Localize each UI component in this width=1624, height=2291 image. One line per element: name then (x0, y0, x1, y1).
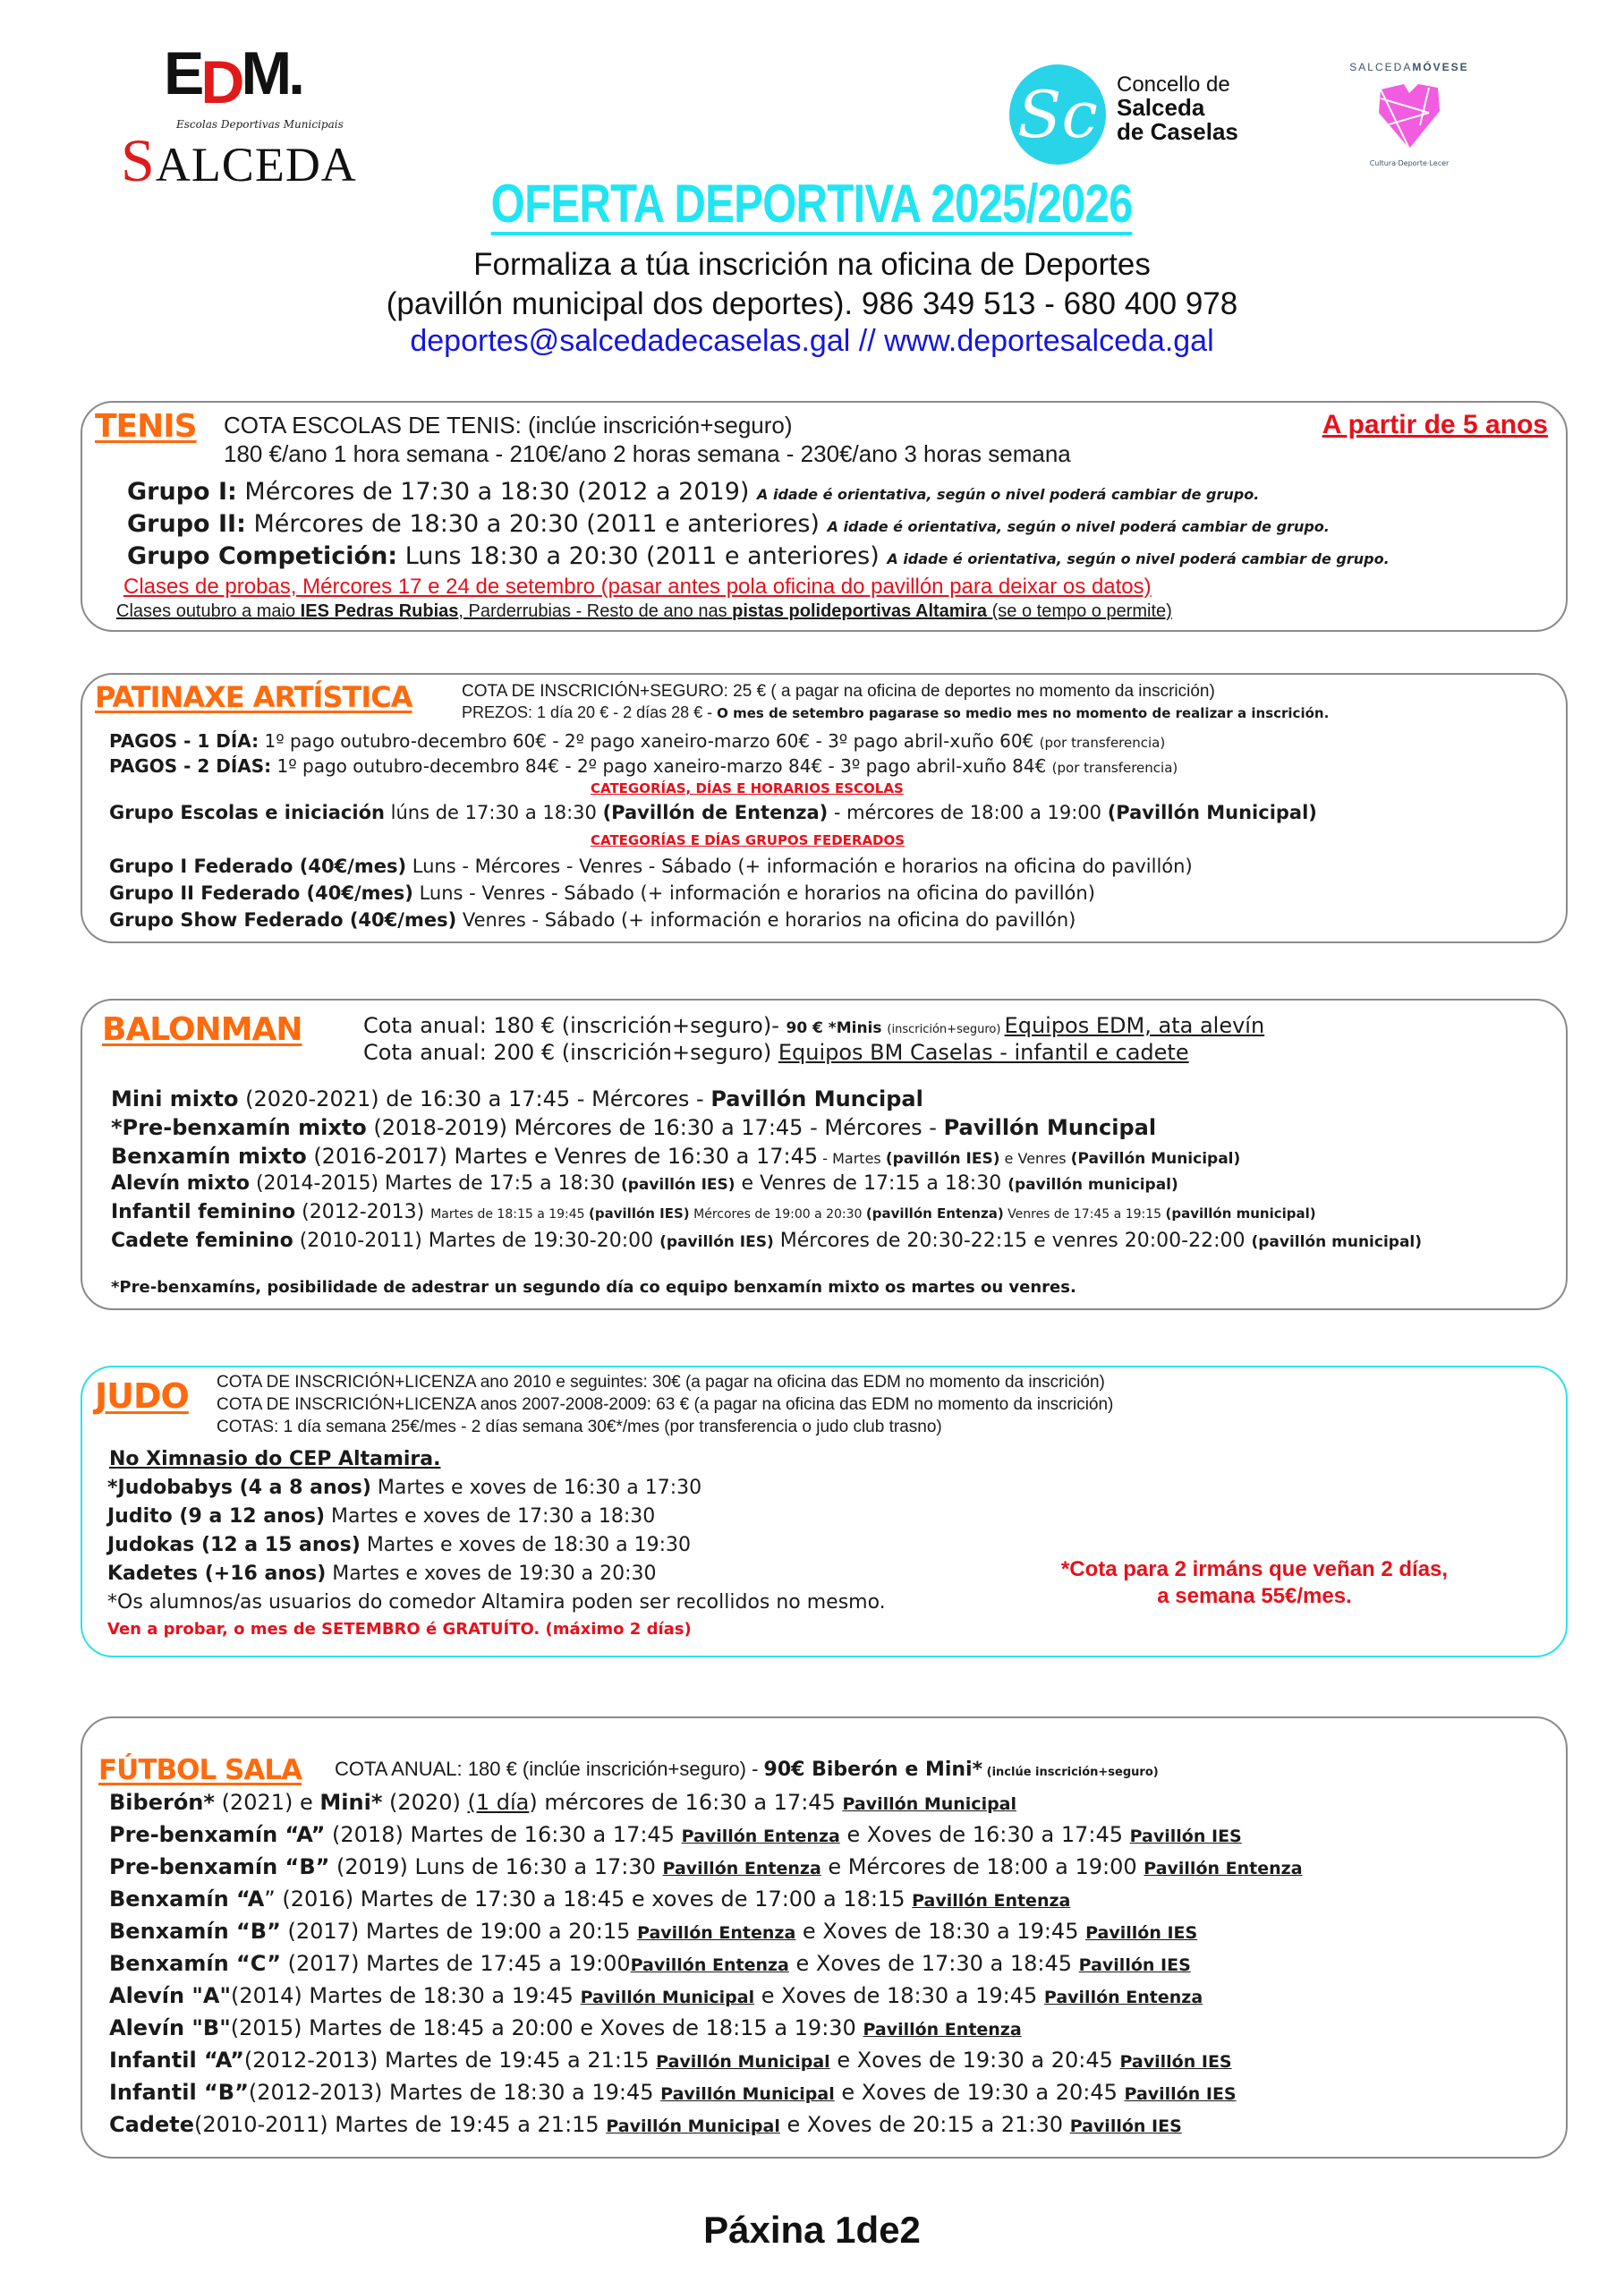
text-segment: e Xoves de 18:30 a 19:45 (795, 1919, 1086, 1944)
contact-links[interactable]: deportes@salcedadecaselas.gal // www.deportesalceda.gal (410, 324, 1214, 358)
text-segment: (2019) Luns de 16:30 a 17:30 (329, 1854, 663, 1879)
text-segment: Pavillón Entenza (630, 1955, 789, 1975)
tenis-title: TENIS (95, 408, 197, 445)
text-segment: Benxamín “A (109, 1886, 265, 1912)
text-segment: PREZOS: 1 día 20 € - 2 días 28 € - (462, 703, 718, 721)
text-segment: 90 € *Minis (786, 1019, 888, 1037)
text-segment: e Xoves de 17:30 a 18:45 (788, 1951, 1079, 1976)
text-segment: Pavillón Entenza (1144, 1859, 1303, 1878)
text-segment: Martes e xoves de 17:30 a 18:30 (325, 1505, 656, 1528)
text-segment: Mércores de 19:00 a 20:30 (689, 1207, 866, 1222)
text-segment: Mércores de 17:30 a 18:30 (2012 a 2019) (236, 478, 757, 506)
movese-subtitle: Cultura·Deporte·Lecer (1369, 159, 1450, 167)
tenis-section (81, 401, 1568, 632)
text-segment: Cadete feminino (111, 1230, 293, 1252)
text-segment: Mércores de 18:30 a 20:30 (2011 e anteriores) (245, 510, 828, 538)
text-segment: Grupo I: (127, 478, 237, 506)
text-segment: e Xoves de 18:30 a 19:45 (754, 1983, 1044, 2008)
judo-cota-1: COTA DE INSCRICIÓN+LICENZA ano 2010 e seguintes: 30€ (a pagar na oficina das EDM no momento da inscrición) (217, 1373, 1105, 1392)
text-segment: Luns - Venres - Sábado (+ información e horarios na oficina do pavillón) (412, 882, 1095, 904)
text-segment: Alevín "B" (109, 2015, 231, 2040)
futbol-row (109, 1822, 1242, 1847)
text-segment: Pavillón Entenza (912, 1891, 1071, 1911)
text-segment: Cota anual: 200 € (inscrición+seguro) (363, 1040, 778, 1065)
text-segment: - Martes (818, 1150, 886, 1167)
text-segment: Martes e xoves de 16:30 a 17:30 (370, 1477, 702, 1499)
patinaxe-title: PATINAXE ARTÍSTICA (95, 680, 412, 714)
text-segment: (pavillón IES) (659, 1233, 774, 1251)
futbol-row (109, 2015, 1022, 2040)
page-number: Páxina 1de2 (703, 2209, 921, 2251)
text-segment: Grupo II Federado (40€/mes) (109, 882, 413, 904)
judo-group-row (107, 1505, 655, 1528)
text-segment: Pavillón Entenza (637, 1923, 796, 1943)
text-segment: Martes de 18:15 a 19:45 (430, 1207, 590, 1222)
text-segment: Biberón* (109, 1790, 215, 1815)
text-segment: Pavillón IES (1129, 1827, 1242, 1846)
text-segment: Venres de 17:45 a 19:15 (1003, 1207, 1166, 1222)
futbol-row (109, 1886, 1070, 1912)
text-segment: (pavillón IES) (589, 1205, 690, 1222)
text-segment: Cota anual: 180 € (inscrición+seguro)- (363, 1013, 786, 1038)
judo-siblings-note-1: *Cota para 2 irmáns que veñan 2 días, (1060, 1557, 1449, 1581)
patinaxe-cat-federados: CATEGORÍAS E DÍAS GRUPOS FEDERADOS (591, 832, 906, 848)
futbol-cota (335, 1758, 1159, 1781)
text-segment: Pavillón Entenza (1043, 1988, 1203, 2007)
text-segment: *Judobabys (4 a 8 anos) (107, 1477, 371, 1499)
text-segment: Grupo Competición: (127, 542, 398, 570)
text-segment: Grupo Escolas e iniciación (109, 802, 385, 823)
balonman-row (111, 1115, 1156, 1140)
text-segment: (2018) Martes de 16:30 a 17:45 (325, 1822, 682, 1847)
judo-siblings-note-2: a semana 55€/mes. (1157, 1584, 1352, 1608)
text-segment: (se o tempo o permite) (987, 601, 1172, 621)
text-segment: (pavillón IES) (620, 1176, 735, 1194)
text-segment: (2017) Martes de 17:45 a 19:00 (281, 1951, 631, 1976)
balonman-cota-1 (363, 1013, 1264, 1038)
text-segment: Pavillón Municipal (580, 1988, 755, 2007)
text-segment: - mércores de 18:00 a 19:00 (828, 802, 1108, 823)
text-segment: IES Pedras Rubias (300, 601, 459, 621)
text-segment: COTA ANUAL: 180 € (inclúe inscrición+seguro) - (335, 1758, 764, 1780)
tenis-trial-classes: Clases de probas, Mércores 17 e 24 de setembro (pasar antes pola oficina do pavillón para deixar os datos) (123, 575, 1152, 599)
balonman-note: *Pre-benxamíns, posibilidade de adestrar un segundo día co equipo benxamín mixto os martes ou venres. (111, 1278, 1076, 1297)
patinaxe-escolas-row (109, 802, 1317, 823)
edm-salceda-wordmark: SALCEDA (121, 126, 357, 194)
text-segment: lúns de 17:30 a 18:30 (384, 802, 603, 823)
judo-trial: Ven a probar, o mes de SETEMBRO é GRATUÍTO. (máximo 2 días) (107, 1620, 692, 1639)
text-segment: Cadete (109, 2112, 195, 2137)
sc-monogram-icon: Sc (1009, 64, 1106, 165)
futbol-biberon-row (109, 1790, 1016, 1815)
text-segment: Mércores de 20:30-22:15 e venres 20:00-22:00 (773, 1230, 1252, 1252)
heart-icon (1373, 81, 1445, 152)
text-segment: (2010-2011) Martes de 19:30-20:00 (293, 1230, 660, 1252)
text-segment: Martes e xoves de 18:30 a 19:30 (360, 1534, 692, 1556)
text-segment: Judito (9 a 12 anos) (107, 1505, 325, 1528)
tenis-prices: 180 €/ano 1 hora semana - 210€/ano 2 horas semana - 230€/ano 3 horas semana (224, 440, 1071, 467)
futbol-row (109, 1951, 1191, 1976)
text-segment: Grupo I Federado (40€/mes) (109, 856, 407, 877)
text-segment: Pavillón Entenza (863, 2020, 1022, 2040)
text-segment: (2015) Martes de 18:45 a 20:00 e Xoves de 18:15 a 19:30 (230, 2015, 863, 2040)
balonman-cota-2 (363, 1040, 1189, 1065)
text-segment: ) mércores de 16:30 a 17:45 (529, 1790, 843, 1815)
text-segment: Infantil “A” (109, 2048, 244, 2073)
edm-subtitle: Escolas Deportivas Municipais (176, 118, 344, 131)
page-title: OFERTA DEPORTIVA 2025/2026 (491, 174, 1133, 234)
text-segment: Mini* (319, 1790, 383, 1815)
text-segment: 1º pago outubro-decembro 84€ - 2º pago xaneiro-marzo 84€ - 3º pago abril-xuño 84€ (271, 755, 1052, 777)
text-segment: (2020-2021) de 16:30 a 17:45 - Mércores - (238, 1086, 711, 1111)
text-segment: Infantil feminino (111, 1201, 296, 1223)
edm-salceda-logo (121, 39, 357, 194)
balonman-row (111, 1086, 923, 1111)
balonman-row (111, 1201, 1316, 1223)
text-segment: (Pavillón Municipal) (1070, 1150, 1241, 1168)
text-segment: e Xoves de 16:30 a 17:45 (839, 1822, 1130, 1847)
futbol-sala-title: FÚTBOL SALA (98, 1754, 302, 1786)
text-segment: Kadetes (+16 anos) (107, 1563, 327, 1585)
text-segment: (por transferencia) (1051, 760, 1178, 776)
balonman-row (111, 1230, 1422, 1252)
futbol-row (109, 1854, 1303, 1879)
text-segment: Pavillón Municipal (606, 2116, 780, 2136)
text-segment: (pavillón municipal) (1251, 1233, 1423, 1251)
patinaxe-federado-row (109, 909, 1076, 931)
tenis-cota-label: COTA ESCOLAS DE TENIS: (inclúe inscrición+seguro) (224, 412, 793, 439)
judo-comedor-note: *Os alumnos/as usuarios do comedor Altamira poden ser recollidos no mesmo. (107, 1591, 886, 1614)
text-segment: Benxamín “C” (109, 1951, 282, 1976)
text-segment: (inscrición+seguro) (887, 1023, 1005, 1036)
text-segment: (pavillón municipal) (1008, 1176, 1178, 1194)
registration-info: Formaliza a túa inscrición na oficina de Deportes (473, 247, 1151, 282)
patinaxe-section (81, 673, 1568, 943)
text-segment: (2010-2011) Martes de 19:45 a 21:15 (194, 2112, 607, 2137)
patinaxe-federado-row (109, 856, 1193, 877)
movese-title: SALCEDAMÓVESE (1349, 61, 1469, 73)
futbol-sala-section (81, 1716, 1568, 2159)
text-segment: (Pavillón de Entenza) (602, 802, 829, 823)
text-segment: Luns 18:30 a 20:30 (2011 e anteriores) (397, 542, 888, 570)
text-segment: (inclúe inscrición+seguro) (982, 1766, 1159, 1779)
text-segment: e Xoves de 19:30 a 20:45 (834, 2080, 1125, 2105)
text-segment: Pavillón Municipal (660, 2084, 835, 2104)
text-segment: Pavillón Municipal (656, 2052, 830, 2072)
text-segment: Pavillón IES (1124, 2084, 1237, 2104)
text-segment: PAGOS - 2 DÍAS: (109, 755, 272, 777)
futbol-row (109, 1919, 1197, 1944)
text-segment: e Xoves de 19:30 a 20:45 (829, 2048, 1120, 2073)
text-segment: (2021) e (214, 1790, 320, 1815)
text-segment: (pavillón Entenza) (865, 1205, 1004, 1222)
text-segment: *Pre-benxamín mixto (111, 1115, 367, 1140)
text-segment: Infantil “B” (109, 2080, 249, 2105)
text-segment: e Mércores de 18:00 a 19:00 (821, 1854, 1144, 1879)
text-segment: Pavillón Municipal (842, 1794, 1017, 1814)
text-segment: Equipos EDM, ata alevín (1004, 1013, 1265, 1038)
text-segment: (2012-2013) Martes de 18:30 a 19:45 (248, 2080, 661, 2105)
tenis-age-badge: A partir de 5 anos (1322, 410, 1548, 439)
text-segment: e Xoves de 20:15 a 21:30 (779, 2112, 1070, 2137)
text-segment: Pre-benxamín “A” (109, 1822, 326, 1847)
text-segment: (2014-2015) Martes de 17:5 a 18:30 (249, 1172, 621, 1195)
text-segment: e Venres de 17:15 a 18:30 (735, 1172, 1008, 1195)
balonman-row (111, 1172, 1178, 1195)
concello-logo (1009, 64, 1287, 165)
judo-title: JUDO (95, 1376, 189, 1416)
text-segment: Grupo Show Federado (40€/mes) (109, 909, 457, 931)
text-segment: (pavillón IES) (885, 1150, 1000, 1168)
text-segment: Martes e xoves de 19:30 a 20:30 (326, 1563, 657, 1585)
salceda-movese-logo (1342, 54, 1476, 179)
text-segment: Pavillón Entenza (662, 1859, 821, 1878)
text-segment: Venres - Sábado (+ información e horarios na oficina do pavillón) (456, 909, 1076, 931)
text-segment: (2018-2019) Mércores de 16:30 a 17:45 - Mércores - (366, 1115, 944, 1140)
text-segment: Equipos BM Caselas - infantil e cadete (778, 1040, 1189, 1065)
tenis-venue (116, 601, 1172, 622)
text-segment: Pavillón IES (1119, 2052, 1232, 2072)
patinaxe-federado-row (109, 882, 1095, 904)
text-segment: ” (2016) Martes de 17:30 a 18:45 e xoves de 17:00 a 18:15 (264, 1886, 913, 1912)
text-segment: A idade é orientativa, según o nivel poderá cambiar de grupo. (827, 518, 1330, 535)
text-segment: (2012-2013) (295, 1201, 431, 1223)
text-segment: (2012-2013) Martes de 19:45 a 21:15 (243, 2048, 657, 2073)
edm-letters: EDM. (164, 39, 302, 116)
judo-section (81, 1366, 1568, 1657)
judo-group-row (107, 1563, 657, 1585)
text-segment: Benxamín “B” (109, 1919, 281, 1944)
futbol-row (109, 2080, 1237, 2105)
text-segment: Benxamín mixto (111, 1144, 307, 1169)
text-segment: Pavillón IES (1078, 1955, 1191, 1975)
text-segment: O mes de setembro pagarase so medio mes no momento de realizar a inscrición. (717, 705, 1330, 721)
text-segment: pistas polideportivas Altamira (732, 601, 988, 621)
text-segment: (2020) (382, 1790, 468, 1815)
text-segment: Pavillón Muncipal (710, 1086, 923, 1111)
text-segment: (2017) Martes de 19:00 a 20:15 (280, 1919, 638, 1944)
balonman-row (111, 1144, 1240, 1169)
tenis-group-row (127, 510, 1330, 538)
text-segment: (por transferencia) (1039, 735, 1166, 751)
judo-cota-3: COTAS: 1 día semana 25€/mes - 2 días semana 30€*/mes (por transferencia o judo club trasno) (217, 1418, 942, 1436)
text-segment: , Parderrubias - Resto de ano nas (458, 601, 733, 621)
balonman-section (81, 999, 1568, 1310)
text-segment: (Pavillón Municipal) (1107, 802, 1317, 823)
text-segment: Alevín mixto (111, 1172, 250, 1195)
judo-group-row (107, 1534, 691, 1556)
text-segment: (2016-2017) Martes e Venres de 16:30 a 17:45 (306, 1144, 819, 1169)
text-segment: A idade é orientativa, según o nivel poderá cambiar de grupo. (887, 550, 1390, 567)
text-segment: (2014) Martes de 18:30 a 19:45 (230, 1983, 581, 2008)
text-segment: Pavillón Muncipal (943, 1115, 1157, 1140)
text-segment: e Venres (999, 1150, 1071, 1167)
judo-location: No Ximnasio do CEP Altamira. (109, 1448, 441, 1470)
futbol-row (109, 1983, 1203, 2008)
patinaxe-pagos-1 (109, 730, 1165, 752)
patinaxe-pagos-2 (109, 755, 1178, 777)
futbol-row (109, 2112, 1182, 2137)
text-segment: Pavillón IES (1069, 2116, 1182, 2136)
text-segment: Pre-benxamín “B” (109, 1854, 330, 1879)
text-segment: Clases outubro a maio (116, 601, 301, 621)
text-segment: Judokas (12 a 15 anos) (107, 1534, 361, 1556)
text-segment: Luns - Mércores - Venres - Sábado (+ información e horarios na oficina do pavillón) (406, 856, 1193, 877)
balonman-title: BALONMAN (102, 1011, 302, 1048)
judo-cota-2: COTA DE INSCRICIÓN+LICENZA anos 2007-2008-2009: 63 € (a pagar na oficina das EDM no momento da inscrición) (217, 1395, 1114, 1414)
tenis-group-row (127, 478, 1259, 506)
patinaxe-prezos (462, 703, 1329, 722)
futbol-row (109, 2048, 1232, 2073)
concello-name: Concello de Salceda de Caselas (1117, 72, 1238, 146)
text-segment: (1 día (467, 1790, 530, 1815)
text-segment: Alevín "A" (109, 1983, 231, 2008)
text-segment: Pavillón IES (1085, 1923, 1198, 1943)
text-segment: PAGOS - 1 DÍA: (109, 730, 259, 752)
patinaxe-cota: COTA DE INSCRICIÓN+SEGURO: 25 € ( a pagar na oficina de deportes no momento da inscrición) (462, 682, 1215, 701)
text-segment: (pavillón municipal) (1165, 1205, 1316, 1222)
text-segment: 1º pago outubro-decembro 60€ - 2º pago xaneiro-marzo 60€ - 3º pago abril-xuño 60€ (259, 730, 1040, 752)
text-segment: 90€ Biberón e Mini* (763, 1759, 983, 1781)
patinaxe-cat-escolas: CATEGORÍAS, DÍAS E HORARIOS ESCOLAS (591, 780, 904, 796)
judo-group-row (107, 1477, 701, 1499)
tenis-group-row (127, 542, 1390, 570)
text-segment: Pavillón Entenza (681, 1827, 840, 1846)
text-segment: Grupo II: (127, 510, 246, 538)
text-segment: Mini mixto (111, 1086, 239, 1111)
contact-phones: (pavillón municipal dos deportes). 986 349 513 - 680 400 978 (386, 286, 1238, 321)
text-segment: A idade é orientativa, según o nivel poderá cambiar de grupo. (757, 486, 1260, 503)
